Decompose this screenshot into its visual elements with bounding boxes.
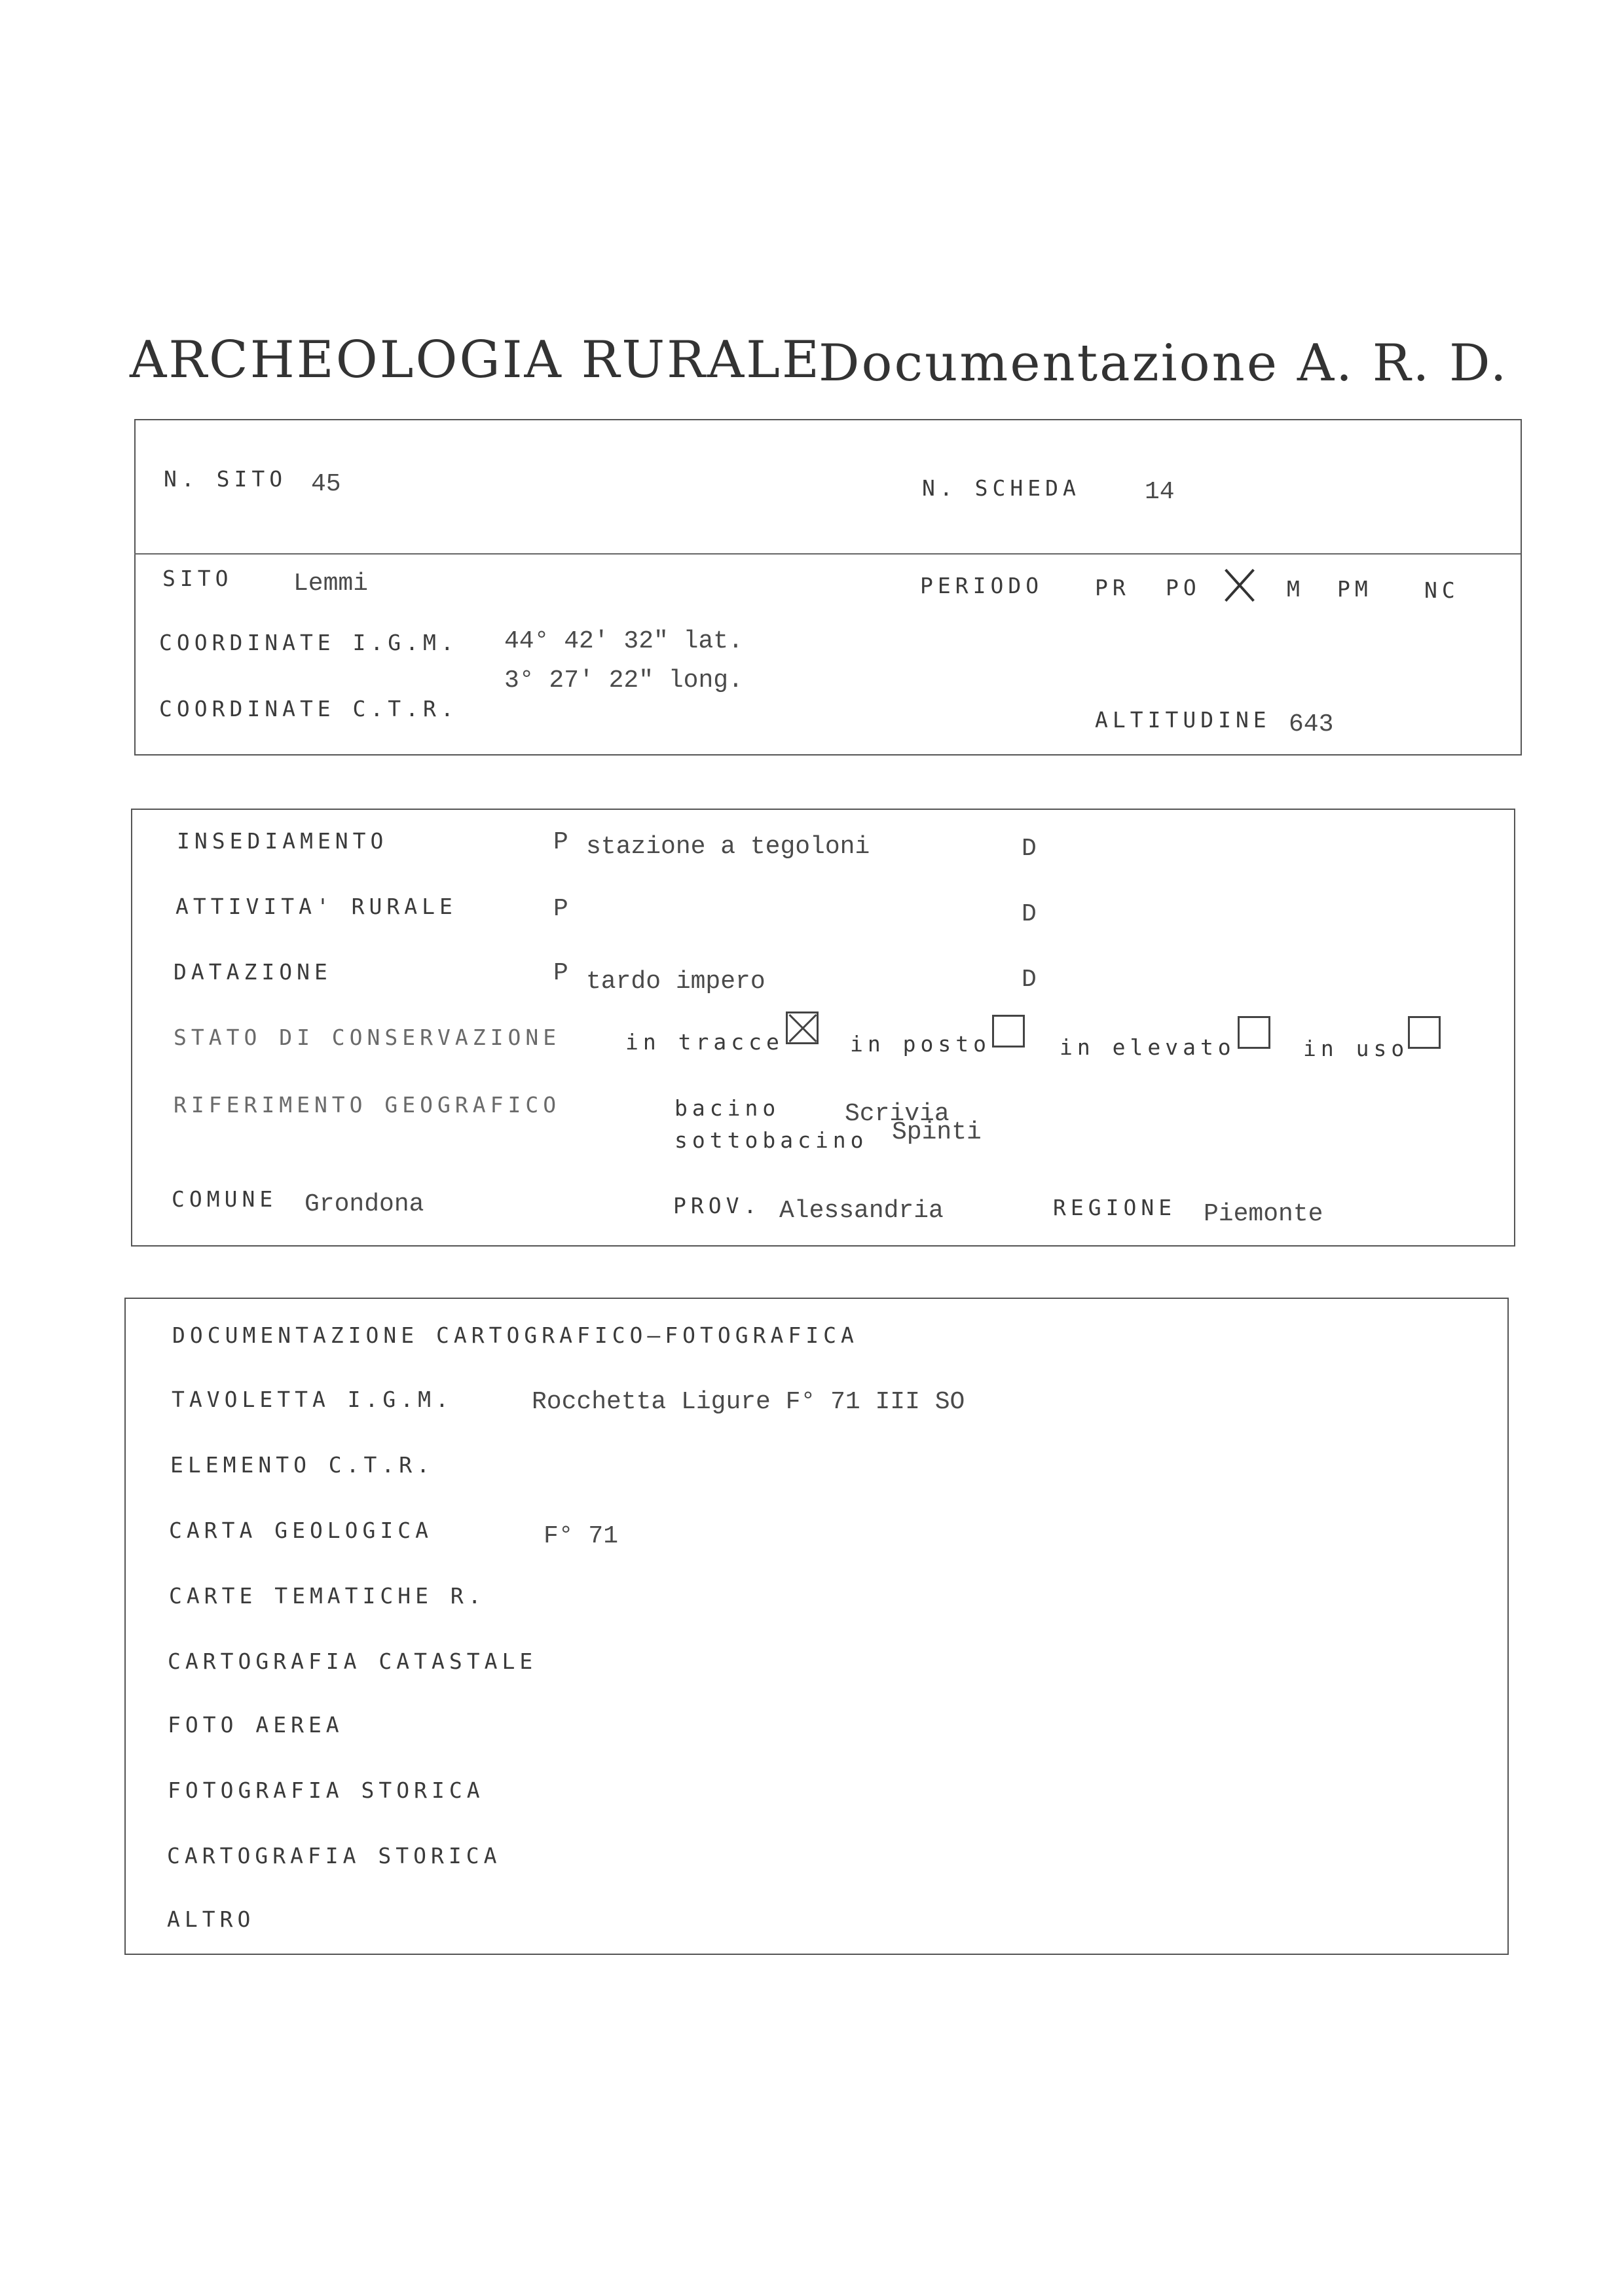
attivita-label: ATTIVITA' RURALE	[175, 894, 457, 919]
carte-tematiche-label: CARTE TEMATICHE R.	[169, 1583, 486, 1609]
periodo-option-pm[interactable]: PM	[1337, 576, 1373, 602]
tavoletta-label: TAVOLETTA I.G.M.	[172, 1387, 453, 1412]
altro-label: ALTRO	[167, 1906, 255, 1932]
stato-checkbox-in-uso[interactable]	[1408, 1016, 1441, 1049]
cartographic-title: DOCUMENTAZIONE CARTOGRAFICO—FOTOGRAFICA	[172, 1322, 858, 1348]
coord-ctr-label: COORDINATE C.T.R.	[159, 696, 458, 721]
periodo-option-m[interactable]: M	[1287, 576, 1304, 602]
attivita-p: P	[553, 895, 568, 923]
comune-label: COMUNE	[172, 1186, 278, 1212]
bacino-value: Scrivia	[845, 1100, 950, 1128]
foto-aerea-label: FOTO AEREA	[168, 1712, 344, 1738]
sito-label: SITO	[162, 566, 233, 591]
n-sito-label: N. SITO	[164, 466, 287, 492]
periodo-option-nc[interactable]: NC	[1424, 577, 1460, 603]
periodo-x-mark-icon	[1221, 567, 1258, 604]
prov-value: Alessandria	[779, 1197, 944, 1225]
periodo-option-pr[interactable]: PR	[1095, 575, 1130, 600]
attivita-d: D	[1022, 900, 1037, 928]
sito-value: Lemmi	[293, 570, 369, 598]
stato-option-in-uso: in uso	[1303, 1036, 1409, 1061]
header-title-right: Documentazione A. R. D.	[819, 334, 1509, 393]
carta-geologica-label: CARTA GEOLOGICA	[169, 1518, 434, 1543]
header-title-left: ARCHEOLOGIA RURALE	[130, 331, 821, 390]
bacino-label: bacino	[674, 1095, 781, 1121]
insediamento-d: D	[1022, 835, 1037, 863]
stato-option-in-posto: in posto	[850, 1031, 991, 1057]
carta-geologica-value: F° 71	[544, 1522, 619, 1550]
stato-label: STATO DI CONSERVAZIONE	[174, 1025, 561, 1050]
n-scheda-value: 14	[1145, 478, 1175, 506]
coord-lat-value: 44° 42' 32" lat.	[504, 627, 743, 655]
elemento-ctr-label: ELEMENTO C.T.R.	[170, 1452, 435, 1478]
stato-checkbox-in-elevato[interactable]	[1238, 1016, 1270, 1049]
n-sito-value: 45	[311, 470, 341, 498]
prov-label: PROV.	[673, 1193, 762, 1218]
stato-option-in-elevato: in elevato	[1060, 1034, 1236, 1060]
stato-option-in-tracce: in tracce	[625, 1029, 784, 1055]
datazione-p: P	[553, 959, 568, 987]
coord-long-value: 3° 27' 22" long.	[504, 666, 743, 695]
insediamento-value: stazione a tegoloni	[586, 833, 870, 861]
datazione-d: D	[1022, 966, 1037, 994]
insediamento-p: P	[553, 828, 568, 856]
cartografia-catastale-label: CARTOGRAFIA CATASTALE	[168, 1649, 538, 1674]
coord-igm-label: COORDINATE I.G.M.	[159, 630, 458, 655]
insediamento-label: INSEDIAMENTO	[177, 828, 388, 854]
rif-geo-label: RIFERIMENTO GEOGRAFICO	[174, 1092, 561, 1118]
periodo-label: PERIODO	[920, 573, 1044, 598]
datazione-label: DATAZIONE	[174, 959, 332, 985]
altitudine-value: 643	[1289, 710, 1334, 738]
periodo-option-po[interactable]: PO	[1166, 575, 1201, 600]
regione-label: REGIONE	[1053, 1195, 1177, 1220]
tavoletta-value: Rocchetta Ligure F° 71 III SO	[532, 1388, 965, 1416]
sottobacino-value: Spinti	[892, 1118, 982, 1146]
stato-checkbox-in-posto[interactable]	[992, 1015, 1025, 1048]
n-scheda-label: N. SCHEDA	[922, 475, 1080, 501]
regione-value: Piemonte	[1204, 1200, 1323, 1228]
site-info-divider	[134, 553, 1521, 555]
cartografia-storica-label: CARTOGRAFIA STORICA	[167, 1843, 502, 1868]
sottobacino-label: sottobacino	[674, 1127, 868, 1153]
datazione-value: tardo impero	[586, 968, 766, 996]
comune-value: Grondona	[304, 1190, 424, 1218]
fotografia-storica-label: FOTOGRAFIA STORICA	[168, 1777, 485, 1803]
altitudine-label: ALTITUDINE	[1095, 707, 1271, 733]
stato-checkbox-in-tracce[interactable]	[786, 1011, 819, 1044]
